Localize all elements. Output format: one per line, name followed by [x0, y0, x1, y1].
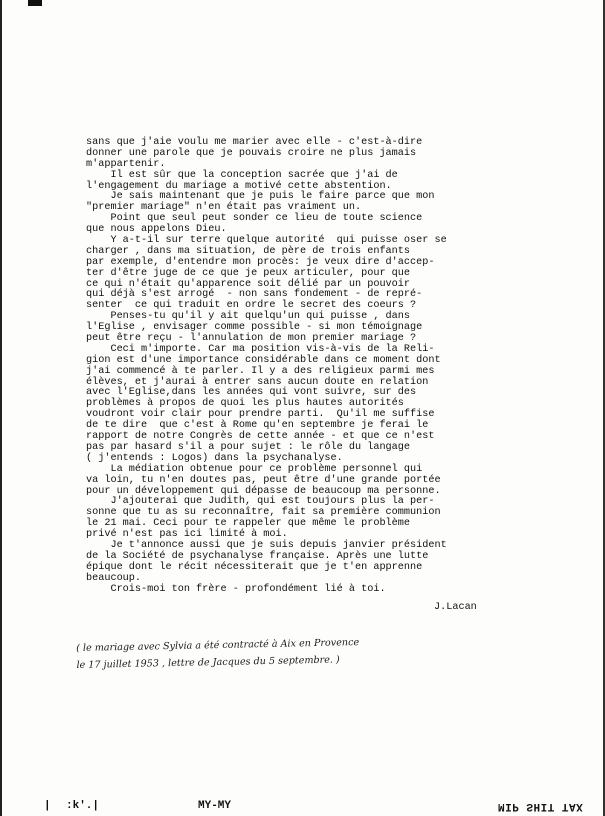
letter-line: que nous appelons Dieu. [86, 224, 227, 236]
letter-line: de la Société de psychanalyse française. Après une lutte [86, 550, 429, 562]
scan-artifact-top [28, 0, 42, 6]
letter-line: charger , dans ma situation, de père de trois enfants [86, 245, 411, 257]
letter-line: Il est sûr que la conception sacrée que j'ai de [86, 169, 398, 181]
letter-line: de te dire que c'est à Rome qu'en septembre je ferai le [86, 420, 429, 432]
letter-line: Crois-moi ton frère - profondément lié à toi. [86, 583, 386, 595]
letter-line: Je t'annonce aussi que je suis depuis janvier président [86, 539, 447, 551]
letter-line: J'ajouterai que Judith, qui est toujours plus la per- [86, 496, 435, 508]
scan-mark: | [44, 800, 51, 812]
letter-line: pour un développement qui dépasse de beaucoup ma personne. [86, 485, 441, 497]
letter-line: privé n'est pas ici limité à moi. [86, 529, 288, 541]
letter-line: sans que j'aie voulu me marier avec elle - c'est-à-dire [86, 137, 423, 148]
annotation-line-1: ( le mariage avec Sylvia a été contracté à Aix en Provence [76, 637, 360, 654]
letter-line: j'ai commencé à te parler. Il y a des religieux parmi mes [86, 365, 435, 377]
letter-line: va loin, tu n'en doutes pas, peut être d'une grande portée [86, 474, 441, 486]
letter-line: Point que seul peut sonder ce lieu de toute science [86, 213, 423, 225]
annotation-line-2: le 17 juillet 1953 , lettre de Jacques du 5 septembre. ) [76, 654, 340, 671]
signature: J.Lacan [434, 602, 477, 613]
letter-line: peut être reçu - l'annulation de mon premier mariage ? [86, 333, 417, 345]
letter-line: ter d'être juge de ce que je peux articuler, pour que [86, 267, 411, 279]
scan-mark: MIP SHIT TAX [498, 800, 584, 812]
letter-line: Je sais maintenant que je puis le faire parce que mon [86, 191, 435, 203]
scan-footer-marks [0, 794, 605, 816]
letter-line: le 21 mai. Ceci pour te rappeler que même le problème [86, 518, 411, 530]
handwritten-annotation [76, 631, 497, 674]
letter-line: par exemple, d'entendre mon procès: je veux dire d'accep- [86, 256, 435, 268]
letter-line: Ceci m'importe. Car ma position vis-à-vis de la Reli- [86, 343, 435, 355]
letter-line: problèmes à propos de quoi les plus hautes autorités [86, 398, 404, 410]
letter-line: Y a-t-il sur terre quelque autorité qui puisse oser se [86, 235, 447, 247]
letter-line: l'Eglise , envisager comme possible - si mon témoignage [86, 322, 423, 334]
letter-body [86, 138, 486, 595]
letter-line: avec l'Eglise,dans les années qui vont suivre, sur des [86, 387, 417, 399]
letter-line: beaucoup. [86, 572, 142, 584]
letter-line: ( j'entends : Logos) dans la psychanalyse. [86, 452, 343, 464]
letter-line: rapport de notre Congrès de cette année - et que ce n'est [86, 431, 435, 443]
letter-line: qui déjà s'est arrogé - non sans fondement - de repré- [86, 289, 423, 301]
letter-line: La médiation obtenue pour ce problème personnel qui [86, 463, 423, 475]
scan-mark: :k'.| [66, 800, 100, 812]
letter-line: "premier mariage" n'en était pas vraiment un. [86, 202, 362, 214]
letter-line: épique dont le récit nécessiterait que je t'en apprenne [86, 561, 423, 573]
letter-line: m'appartenir. [86, 158, 166, 170]
letter-line: pas par hasard s'il a pour sujet : le rôle du langage [86, 441, 411, 453]
letter-line: l'engagement du mariage a motivé cette abstention. [86, 180, 392, 192]
letter-line: ce qui n'était qu'apparence soit délié par un pouvoir [86, 278, 411, 290]
scan-artifact-left-edge [0, 0, 6, 816]
letter-line: gion est d'une importance considérable dans ce moment dont [86, 354, 441, 366]
letter-line: Penses-tu qu'il y ait quelqu'un qui puisse , dans [86, 311, 411, 323]
scan-artifact-right-edge [600, 0, 605, 816]
letter-line: sonne que tu as su reconnaître, fait sa première communion [86, 507, 441, 519]
scan-mark: MY-MY [198, 800, 232, 812]
letter-line: senter ce qui traduit en ordre le secret des coeurs ? [86, 300, 417, 312]
letter-line: donner une parole que je pouvais croire ne plus jamais [86, 147, 417, 159]
letter-line: voudront voir clair pour prendre parti. Qu'il me suffise [86, 409, 435, 421]
letter-line: élèves, et j'aurai à entrer sans aucun doute en relation [86, 376, 429, 388]
